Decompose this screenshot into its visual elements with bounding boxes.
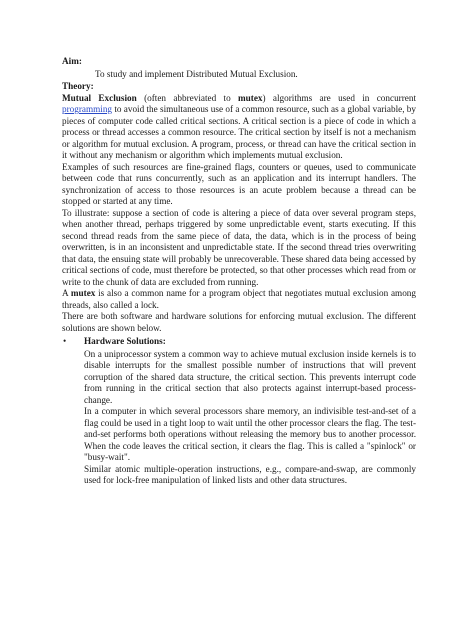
term-mutex-2: mutex [70,288,96,298]
p1-text-a: (often abbreviated to [136,92,238,103]
p4-text-a: A [62,288,71,298]
bullet-hardware-solutions [62,336,416,348]
bullet-glyph: • [63,336,67,346]
paragraph-atomic-instructions: Similar atomic multiple-operation instructions, e.g., compare-and-swap, are commonly used for lock-free manipulation of linked lists and other data structures. [84,463,416,485]
paragraph-test-and-set: In a computer in which several processors share memory, an indivisible test-and-set of a flag could be used in a tight loop to wait until the other processor clears the flag. The test-and-set performs both operations without releasing the memory bus to another processor. When the code leaves the critical section, it clears the flag. This is called a "spinlock" or "busy-wait". [84,406,416,462]
hardware-solutions-heading: Hardware Solutions: [84,336,166,346]
theory-heading: Theory: [62,81,94,91]
aim-text: To study and implement Distributed Mutual Exclusion. [95,68,298,79]
paragraph-illustrate: To illustrate: suppose a section of code is altering a piece of data over several program steps, when another thread, perhaps triggered by some unpredictable event, starts executing. If this second thread reads from the same piece of data, the data, which is in the process of being overwritten, is in an inconsistent and unpredictable state. If the second thread tries overwriting that data, the ensuing state will probably be unrecoverable. These shared data being accessed by critical sections of code, must therefore be protected, so that other processes which read from or write to the chunk of data are excluded from running. [62,207,416,287]
aim-heading: Aim: [62,56,82,66]
paragraph-mutual-exclusion [62,93,416,162]
p1-text-b: ) algorithms are used in concurrent [262,92,417,103]
p4-text-b: is also a common name for a program object that negotiates mutual exclusion among threads, also called a lock. [62,288,416,310]
term-mutex: mutex [238,92,263,103]
paragraph-solutions: There are both software and hardware solutions for enforcing mutual exclusion. The different solutions are shown below. [62,311,416,333]
term-mutual-exclusion: Mutual Exclusion [62,92,137,103]
programming-link[interactable]: programming [62,104,113,114]
paragraph-uniprocessor: On a uniprocessor system a common way to achieve mutual exclusion inside kernels is to disable interrupts for the smallest possible number of instructions that will prevent corruption of the shared data structure, the critical section. This prevents interrupt code from running in the critical section that also protects against interrupt-based process-change. [84,348,416,405]
p1-text-c: to avoid the simultaneous use of a common resource, such as a global variable, by pieces of computer code called critical sections. A critical section is a piece of code in which a process or thread accesses a common resource. The critical section by itself is not a mechanism or algorithm for mutual exclusion. A program, process, or thread can have the critical section in it without any mechanism or algorithm which implements mutual exclusion. [62,104,416,160]
paragraph-examples: Examples of such resources are fine-grained flags, counters or queues, used to communicate between code that runs concurrently, such as an application and its interrupt handlers. The synchronization of access to those resources is an acute problem because a thread can be stopped or started at any time. [62,161,416,206]
paragraph-mutex-lock [62,288,416,311]
